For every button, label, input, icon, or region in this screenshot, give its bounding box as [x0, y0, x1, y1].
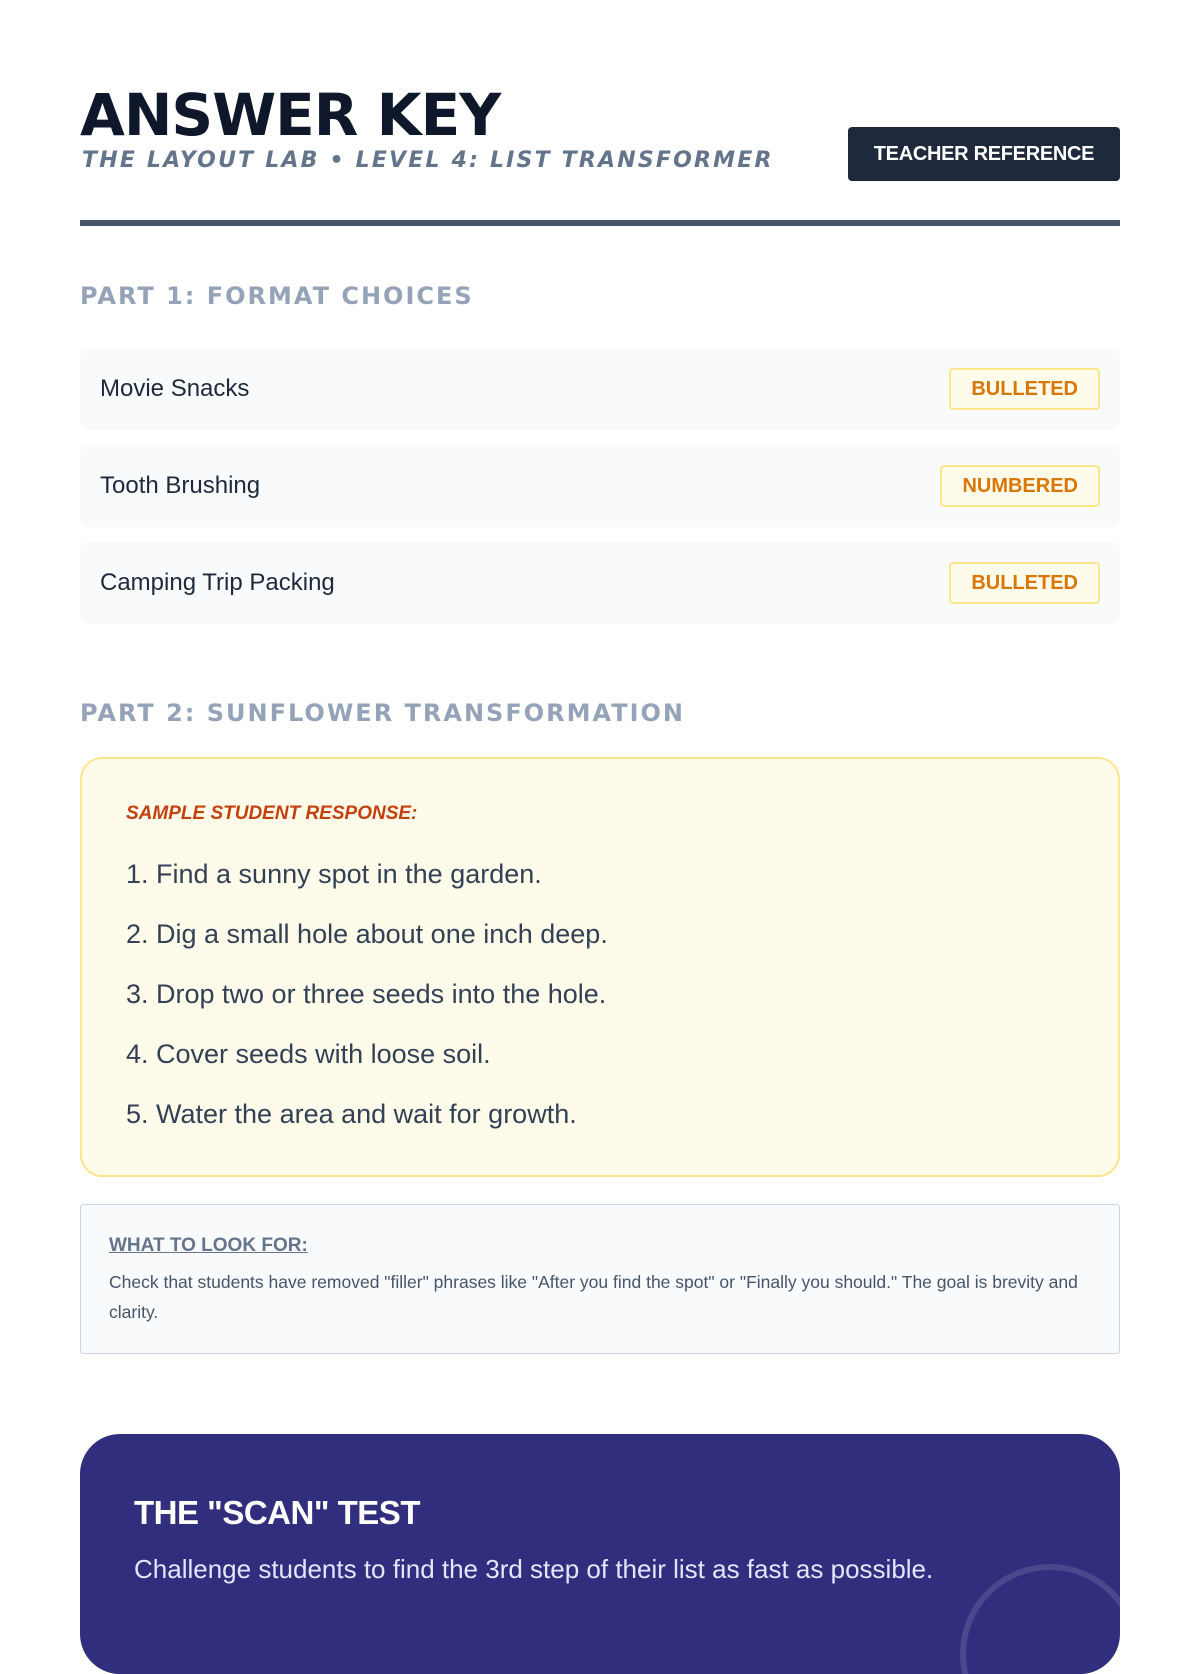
sample-response-card [80, 757, 1120, 1177]
list-item: 3. Drop two or three seeds into the hole. [126, 979, 607, 1009]
look-for-title: WHAT TO LOOK FOR: [109, 1235, 308, 1256]
list-item: 5. Water the area and wait for growth. [126, 1099, 577, 1129]
page-subtitle: THE LAYOUT LAB • LEVEL 4: LIST TRANSFORMER [82, 148, 774, 173]
format-choice-row [80, 542, 1120, 624]
what-to-look-for-box [80, 1204, 1120, 1354]
format-choice-label: Movie Snacks [100, 375, 250, 402]
scan-test-text: Challenge students to find the 3rd step of their list as fast as possible. [134, 1554, 934, 1584]
look-for-text: Check that students have removed "filler" phrases like "After you find the spot" or "Finally you should." The goal is brevity and clarity. [109, 1272, 1078, 1322]
sample-steps-list [126, 859, 608, 1159]
part1-heading: PART 1: FORMAT CHOICES [80, 282, 474, 310]
page-title: ANSWER KEY [80, 81, 501, 149]
teacher-reference-badge: TEACHER REFERENCE [848, 127, 1120, 181]
format-choice-label: Camping Trip Packing [100, 569, 335, 596]
decorative-circle [960, 1564, 1120, 1674]
list-item: 2. Dig a small hole about one inch deep. [126, 919, 608, 949]
header [80, 82, 1120, 182]
format-choice-label: Tooth Brushing [100, 472, 261, 499]
scan-test-card [80, 1434, 1120, 1674]
answer-key-page [80, 0, 1120, 1600]
sample-response-label: SAMPLE STUDENT RESPONSE: [126, 803, 418, 824]
format-choice-answer-badge: BULLETED [949, 562, 1100, 604]
header-divider [80, 220, 1120, 226]
list-item: 4. Cover seeds with loose soil. [126, 1039, 491, 1069]
format-choice-answer-badge: BULLETED [949, 368, 1100, 410]
format-choice-row [80, 445, 1120, 527]
format-choice-answer-badge: NUMBERED [940, 465, 1100, 507]
list-item: 1. Find a sunny spot in the garden. [126, 859, 542, 889]
part2-heading: PART 2: SUNFLOWER TRANSFORMATION [80, 699, 685, 727]
scan-test-title: THE "SCAN" TEST [134, 1494, 420, 1531]
format-choice-row [80, 348, 1120, 430]
